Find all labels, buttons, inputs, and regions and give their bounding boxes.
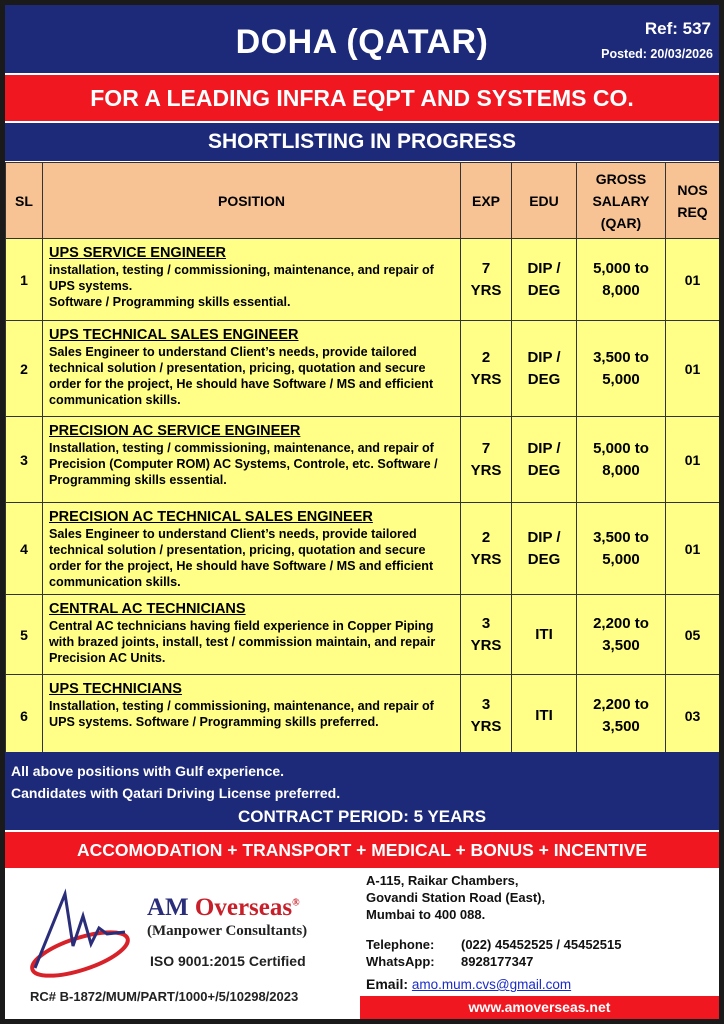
exp-unit: YRS <box>470 461 502 479</box>
agency-name <box>147 894 300 922</box>
edu-cell <box>512 503 577 595</box>
table-row <box>6 417 720 503</box>
edu-2: DEG <box>527 281 561 299</box>
exp-cell <box>461 321 512 417</box>
position-desc: Sales Engineer to understand Client’s needs, provide tailored technical solution / presentation, pricing, quotation and secure order for the project, He should have Software / MS and efficient communication skills. <box>49 345 434 407</box>
position-desc: Sales Engineer to understand Client’s needs, provide tailored technical solution / presentation, pricing, quotation and secure order for the project, He should have Software / MS and efficient communication skills. <box>49 527 434 589</box>
position-desc: installation, testing / commissioning, maintenance, and repair of UPS systems. <box>49 263 434 293</box>
salary-h2: SALARY <box>592 192 650 209</box>
salary-cell <box>577 417 666 503</box>
position-desc: Installation, testing / commissioning, maintenance, and repair of UPS systems. Software / Programming skills preferred. <box>49 699 434 729</box>
position-cell <box>43 321 461 417</box>
benefits-band: ACCOMODATION + TRANSPORT + MEDICAL + BONUS + INCENTIVE <box>5 832 719 868</box>
rc-number: RC# B-1872/MUM/PART/1000+/5/10298/2023 <box>30 989 299 1004</box>
exp-years: 7 <box>481 259 491 277</box>
notes-band <box>5 752 719 830</box>
iso-cert: ISO 9001:2015 Certified <box>150 953 306 969</box>
salary-cell <box>577 675 666 757</box>
salary-max: 5,000 <box>602 370 640 388</box>
name-am: AM <box>147 894 189 921</box>
exp-unit: YRS <box>470 550 502 568</box>
email-link[interactable]: amo.mum.cvs@gmail.com <box>411 977 572 992</box>
exp-cell <box>461 675 512 757</box>
sl-cell: 5 <box>6 595 43 675</box>
nos-h1: NOS <box>677 181 708 198</box>
position-title: PRECISION AC SERVICE ENGINEER <box>49 423 301 439</box>
exp-unit: YRS <box>470 717 502 735</box>
salary-max: 5,000 <box>602 550 640 568</box>
edu-2: DEG <box>527 550 561 568</box>
am-logo-icon <box>25 886 135 986</box>
table-row <box>6 239 720 321</box>
salary-min: 2,200 to <box>593 695 649 713</box>
location-title: DOHA (QATAR) <box>235 23 489 61</box>
position-title: UPS TECHNICAL SALES ENGINEER <box>49 327 299 343</box>
email-label: Email: <box>366 976 409 992</box>
edu-cell <box>512 595 577 675</box>
salary-cell <box>577 595 666 675</box>
edu-2: DEG <box>527 370 561 388</box>
exp-years: 7 <box>481 439 491 457</box>
salary-max: 3,500 <box>602 636 640 654</box>
exp-years: 2 <box>481 528 491 546</box>
edu-2: DEG <box>527 461 561 479</box>
salary-cell <box>577 239 666 321</box>
table-row <box>6 321 720 417</box>
position-cell <box>43 595 461 675</box>
exp-cell <box>461 417 512 503</box>
position-title: UPS TECHNICIANS <box>49 681 182 697</box>
position-cell <box>43 675 461 757</box>
tel-label: Telephone: <box>366 937 435 952</box>
exp-unit: YRS <box>470 281 502 299</box>
note: All above positions with Gulf experience. <box>11 763 285 779</box>
exp-years: 3 <box>481 695 491 713</box>
job-advert <box>5 5 719 1019</box>
positions-table <box>5 162 719 757</box>
edu-1: DIP / <box>527 259 561 277</box>
exp-unit: YRS <box>470 636 502 654</box>
salary-min: 3,500 to <box>593 348 649 366</box>
edu-1: DIP / <box>527 528 561 546</box>
address-line: A-115, Raikar Chambers, <box>366 873 519 888</box>
col-sl: SL <box>6 163 43 239</box>
col-exp: EXP <box>461 163 512 239</box>
note: Candidates with Qatari Driving License preferred. <box>11 785 341 801</box>
position-desc: Installation, testing / commissioning, maintenance, and repair of Precision (Computer ROM) AC Systems, Controle, etc. Software / Programming skills essential. <box>49 441 438 487</box>
website-link[interactable]: www.amoverseas.net <box>360 996 719 1019</box>
reg-mark: ® <box>292 897 300 909</box>
table-header-row <box>6 163 720 239</box>
contract-period: CONTRACT PERIOD: 5 YEARS <box>237 807 487 826</box>
agency-contact <box>5 868 719 1019</box>
sl-cell: 2 <box>6 321 43 417</box>
salary-min: 2,200 to <box>593 614 649 632</box>
company-band: FOR A LEADING INFRA EQPT AND SYSTEMS CO. <box>5 75 719 121</box>
exp-years: 3 <box>481 614 491 632</box>
nos-h2: REQ <box>677 203 708 220</box>
salary-cell <box>577 321 666 417</box>
edu-cell <box>512 417 577 503</box>
position-title: CENTRAL AC TECHNICIANS <box>49 601 246 617</box>
salary-max: 3,500 <box>602 717 640 735</box>
nos-cell: 01 <box>666 503 720 595</box>
edu-cell <box>512 321 577 417</box>
col-nos <box>666 163 720 239</box>
edu-1: ITI <box>535 706 553 724</box>
wa-label: WhatsApp: <box>366 954 435 969</box>
header <box>5 5 719 73</box>
table-row <box>6 595 720 675</box>
exp-years: 2 <box>481 348 491 366</box>
salary-cell <box>577 503 666 595</box>
col-edu: EDU <box>512 163 577 239</box>
agency-subtitle: (Manpower Consultants) <box>147 923 308 939</box>
sl-cell: 6 <box>6 675 43 757</box>
position-cell <box>43 239 461 321</box>
table-row <box>6 675 720 757</box>
position-cell <box>43 503 461 595</box>
exp-unit: YRS <box>470 370 502 388</box>
exp-cell <box>461 595 512 675</box>
position-desc: Central AC technicians having field experience in Copper Piping with brazed joints, install, test / commission maintain, and repair Precision AC Units. <box>49 619 436 665</box>
nos-cell: 01 <box>666 321 720 417</box>
position-title: UPS SERVICE ENGINEER <box>49 245 227 261</box>
nos-cell: 05 <box>666 595 720 675</box>
email-row <box>366 976 571 992</box>
salary-min: 3,500 to <box>593 528 649 546</box>
position-title: PRECISION AC TECHNICAL SALES ENGINEER <box>49 509 373 525</box>
nos-cell: 03 <box>666 675 720 757</box>
edu-cell <box>512 675 577 757</box>
salary-min: 5,000 to <box>593 439 649 457</box>
address-line: Mumbai to 400 088. <box>366 907 486 922</box>
phones <box>366 936 621 970</box>
address <box>366 872 545 923</box>
sl-cell: 3 <box>6 417 43 503</box>
col-position: POSITION <box>43 163 461 239</box>
salary-h3: (QAR) <box>600 214 642 231</box>
edu-1: ITI <box>535 625 553 643</box>
exp-cell <box>461 503 512 595</box>
sl-cell: 1 <box>6 239 43 321</box>
nos-cell: 01 <box>666 239 720 321</box>
nos-cell: 01 <box>666 417 720 503</box>
edu-1: DIP / <box>527 439 561 457</box>
posted-date: Posted: 20/03/2026 <box>601 47 713 61</box>
col-salary <box>577 163 666 239</box>
salary-max: 8,000 <box>602 461 640 479</box>
salary-max: 8,000 <box>602 281 640 299</box>
ref-number: Ref: 537 <box>644 19 711 38</box>
sl-cell: 4 <box>6 503 43 595</box>
exp-cell <box>461 239 512 321</box>
salary-min: 5,000 to <box>593 259 649 277</box>
telephone[interactable]: (022) 45452525 / 45452515 <box>461 937 622 952</box>
salary-h1: GROSS <box>595 170 647 187</box>
table-row <box>6 503 720 595</box>
edu-1: DIP / <box>527 348 561 366</box>
name-overseas: Overseas <box>194 894 293 921</box>
position-cell <box>43 417 461 503</box>
status-band: SHORTLISTING IN PROGRESS <box>5 123 719 161</box>
whatsapp[interactable]: 8928177347 <box>461 954 534 969</box>
edu-cell <box>512 239 577 321</box>
position-desc-2: Software / Programming skills essential. <box>49 295 291 309</box>
address-line: Govandi Station Road (East), <box>366 890 546 905</box>
